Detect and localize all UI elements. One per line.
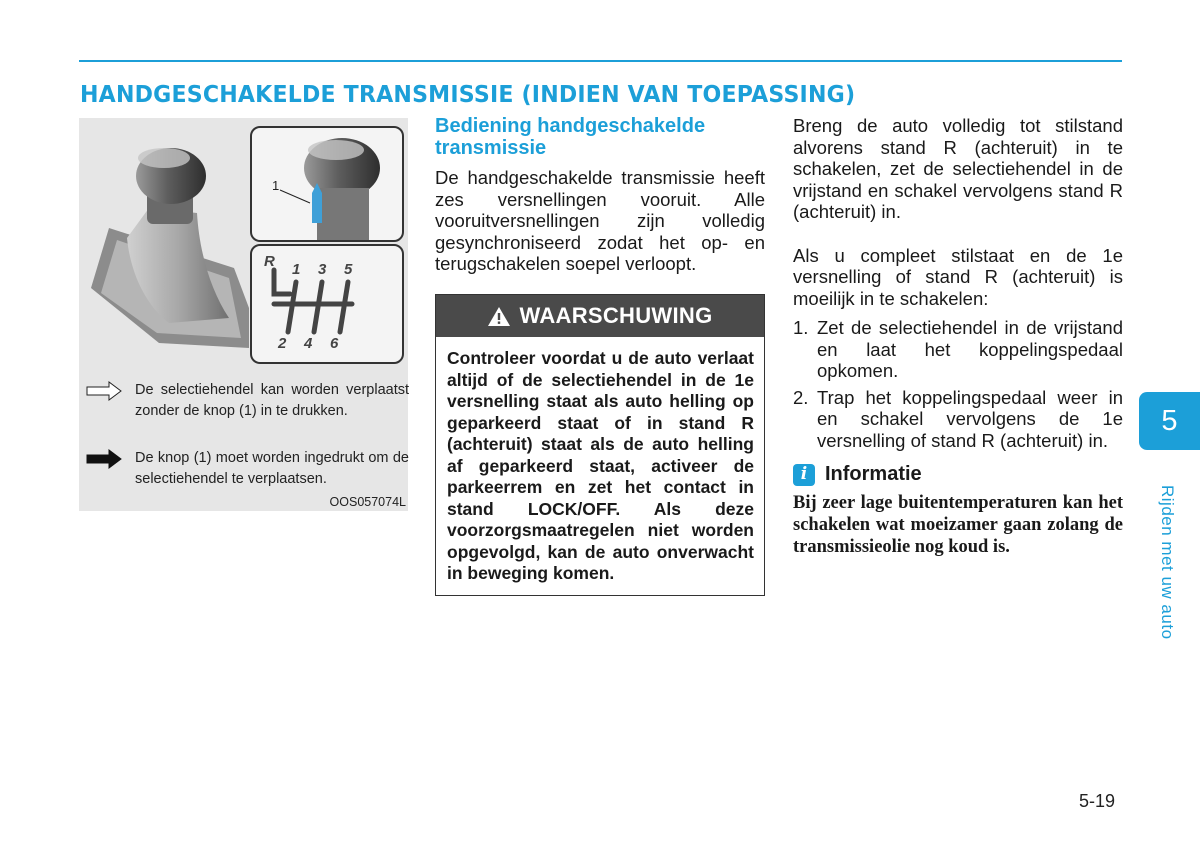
gear-5-label: 5 xyxy=(344,261,353,278)
chapter-tab[interactable] xyxy=(1139,392,1200,450)
operation-section xyxy=(435,115,765,275)
chapter-label: Rijden met uw auto xyxy=(1158,485,1177,640)
warning-text: Controleer voordat u de auto verlaat altijd of de selectiehendel in de 1e versnelling staat als auto helling op geparkeerd staat of in stand R (achteruit) staat als de auto helling af geparkeerd staat, activeer de parkeerrem en zet het contact in stand LOCK/OFF. Als deze voorzorgsmaatregelen niet worden opgevolgd, kan de auto onverwacht in beweging komen. xyxy=(447,348,754,583)
outline-arrow-icon xyxy=(85,380,125,402)
step-number: 2. xyxy=(793,386,809,408)
list-item xyxy=(793,317,1123,382)
step-text: Zet de selectiehendel in de vrijstand en laat het koppelingspedaal opkomen. xyxy=(817,317,1123,381)
shift-pattern-inset xyxy=(250,244,404,364)
info-heading xyxy=(793,464,1123,486)
paragraph: Breng de auto volledig tot stilstand alvorens stand R (achteruit) in te schakelen, zet de selectiehendel in de vrijstand en schakel vervolgens stand R (achteruit) in. xyxy=(793,115,1123,222)
gear-4-label: 4 xyxy=(304,335,313,352)
knob-illustration xyxy=(252,128,402,240)
gear-lever-figure xyxy=(79,118,408,511)
info-title: Informatie xyxy=(825,463,922,486)
figure-code: OOS057074L xyxy=(329,495,406,509)
info-icon: i xyxy=(793,464,815,486)
chapter-number: 5 xyxy=(1161,404,1178,437)
knob-button-label: 1 xyxy=(272,178,280,193)
warning-header xyxy=(436,295,764,337)
top-rule xyxy=(79,60,1122,62)
shift-pattern-icon xyxy=(252,246,402,362)
warning-icon xyxy=(487,306,511,327)
page-number: 5-19 xyxy=(1079,791,1116,811)
list-item xyxy=(793,387,1123,452)
section-title: HANDGESCHAKELDE TRANSMISSIE (INDIEN VAN TOEPASSING) xyxy=(80,82,856,108)
legend-text: De selectiehendel kan worden verplaatst zonder de knop (1) in te drukken. xyxy=(135,382,409,419)
solid-arrow-icon xyxy=(85,448,125,470)
info-text: Bij zeer lage buitentemperaturen kan het schakelen wat moeizamer gaan zolang de transmissieolie nog koud is. xyxy=(793,493,1123,557)
gear-6-label: 6 xyxy=(330,335,339,352)
gear-r-label: R xyxy=(264,253,275,270)
gear-3-label: 3 xyxy=(318,261,327,278)
operation-text: De handgeschakelde transmissie heeft zes versnellingen vooruit. Alle vooruitversnellingen zijn volledig gesynchroniseerd zodat het op- en terugschakelen soepel verloopt. xyxy=(435,167,765,274)
knob-detail-inset xyxy=(250,126,404,242)
steps-list xyxy=(793,317,1123,451)
warning-box xyxy=(435,294,765,596)
right-column xyxy=(793,115,1123,558)
step-number: 1. xyxy=(793,317,809,338)
legend-text: De knop (1) moet worden ingedrukt om de selectiehendel te verplaatsen. xyxy=(135,450,409,487)
operation-heading: Bediening handgeschakelde transmissie xyxy=(435,115,706,159)
warning-title: WAARSCHUWING xyxy=(519,303,713,328)
gear-lever-illustration xyxy=(79,118,249,380)
gear-1-label: 1 xyxy=(292,261,301,278)
step-text: Trap het koppelingspedaal weer in en schakel vervolgens de 1e versnelling of stand R (achteruit) in. xyxy=(817,386,1123,451)
gear-2-label: 2 xyxy=(278,335,287,352)
paragraph: Als u compleet stilstaat en de 1e versnelling of stand R (achteruit) is moeilijk in te schakelen: xyxy=(793,244,1123,309)
